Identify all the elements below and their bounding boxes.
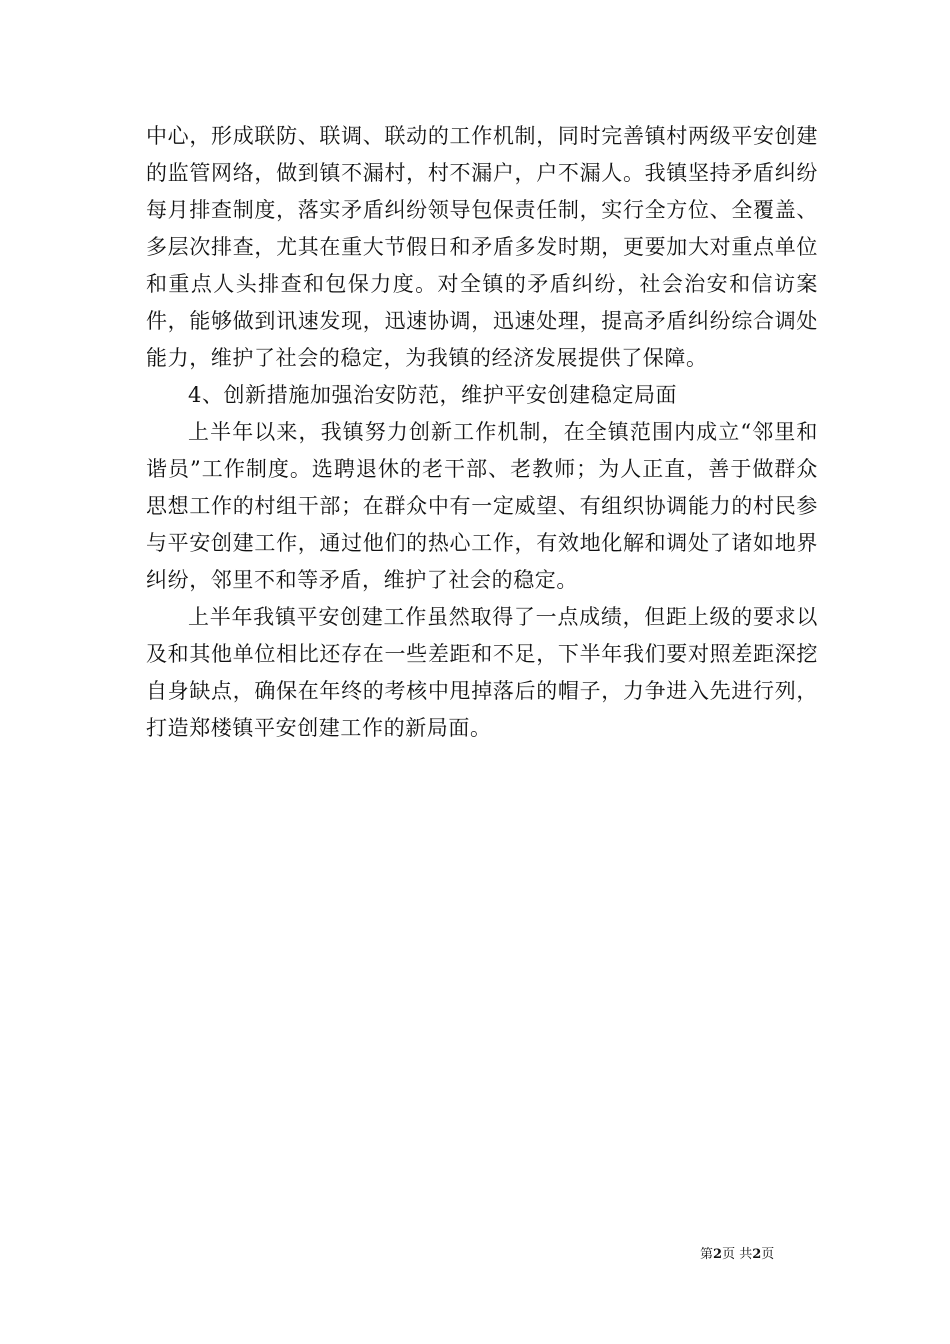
current-page-number: 2 <box>713 1247 723 1262</box>
paragraph: 上半年我镇平安创建工作虽然取得了一点成绩，但距上级的要求以及和其他单位相比还存在一些差距和不足，下半年我们要对照差距深挖自身缺点，确保在年终的考核中甩掉落后的帽子，力争进入先进行列，打造郑楼镇平安创建工作的新局面。 <box>146 605 818 740</box>
page-number-footer <box>700 1247 820 1263</box>
total-pages-number: 2 <box>752 1247 762 1262</box>
paragraph: 上半年以来，我镇努力创新工作机制，在全镇范围内成立“邻里和谐员”工作制度。选聘退休的老干部、老教师；为人正直，善于做群众思想工作的村组干部；在群众中有一定威望、有组织协调能力的村民参与平安创建工作，通过他们的热心工作，有效地化解和调处了诸如地界纠纷，邻里不和等矛盾，维护了社会的稳定。 <box>146 420 818 592</box>
document-body <box>146 118 818 747</box>
footer-prefix: 第 <box>700 1247 714 1262</box>
paragraph-continued: 中心，形成联防、联调、联动的工作机制，同时完善镇村两级平安创建的监管网络，做到镇不漏村，村不漏户，户不漏人。我镇坚持矛盾纠纷每月排查制度，落实矛盾纠纷领导包保责任制，实行全方位、全覆盖、多层次排查，尤其在重大节假日和矛盾多发时期，更要加大对重点单位和重点人头排查和包保力度。对全镇的矛盾纠纷，社会治安和信访案件，能够做到讯速发现，迅速协调，迅速处理，提高矛盾纠纷综合调处能力，维护了社会的稳定，为我镇的经济发展提供了保障。 <box>146 124 818 370</box>
section-heading: 4、创新措施加强治安防范，维护平安创建稳定局面 <box>188 383 678 407</box>
footer-middle: 页 共 <box>722 1247 753 1262</box>
footer-suffix: 页 <box>761 1247 775 1262</box>
